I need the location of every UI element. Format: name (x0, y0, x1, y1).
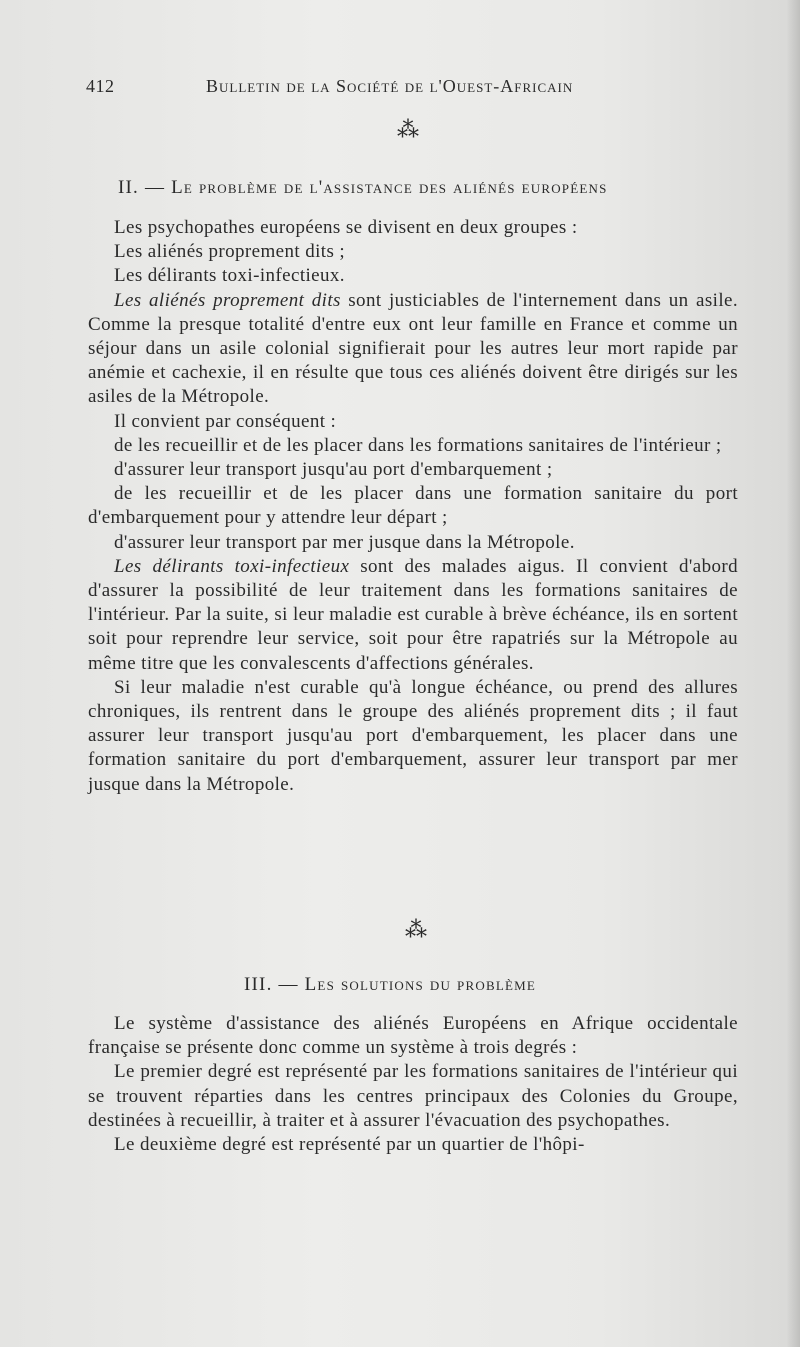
paragraph-text: sont des malades aigus. Il convient d'abord d'assurer la possibilité de leur traitement dans les formations sanitaires de l'intérieur. Par la suite, si leur maladie est curable à brève échéance, ils en sortent soit pour reprendre leur service, soit pour être rapatriés sur la Métropole au même titre que les convalescents d'affections générales. (88, 555, 738, 674)
paragraph: de les recueillir et de les placer dans une formation sanitaire du port d'embarquement pour y attendre leur départ ; (88, 483, 738, 529)
italic-term: Les aliénés proprement dits (114, 289, 341, 311)
page-edge-shadow (786, 0, 800, 1347)
paragraph-text: sont justiciables de l'internement dans un asile. Comme la presque totalité d'entre eux ont leur famille en France et comme un séjour dans un asile colonial signifierait pour les autres leur mort rapide par anémie et cachexie, il en résulte que tous ces aliénés doivent être dirigés sur les asiles de la Métropole. (88, 289, 738, 408)
section-body-2 (88, 216, 738, 797)
paragraph: Le deuxième degré est représenté par un quartier de l'hôpi- (114, 1134, 585, 1156)
paragraph: de les recueillir et de les placer dans les formations sanitaires de l'intérieur ; (114, 434, 722, 456)
section-title-2: II. — Le problème de l'assistance des aliénés européens (118, 177, 608, 198)
paragraph: Les aliénés proprement dits ; (114, 241, 346, 263)
paragraph: Les psychopathes européens se divisent en deux groupes : (114, 217, 578, 238)
paragraph: Il convient par conséquent : (114, 410, 337, 432)
section-ornament-1: ⁂ (397, 117, 419, 142)
paragraph (88, 555, 738, 676)
paragraph: d'assurer leur transport par mer jusque dans la Métropole. (114, 531, 575, 553)
paragraph: Si leur maladie n'est curable qu'à longue échéance, ou prend des allures chroniques, ils rentrent dans le groupe des aliénés proprement dits ; il faut assurer leur transport jusqu'au port d'embarquement, les placer dans une formation sanitaire du port d'embarquement, assurer leur transport par mer jusque dans la Métropole. (88, 676, 738, 795)
italic-term: Les délirants toxi-infectieux (114, 555, 350, 577)
section-ornament-2: ⁂ (405, 917, 427, 942)
paragraph (88, 289, 738, 410)
paragraph: Le système d'assistance des aliénés Européens en Afrique occidentale française se présente donc comme un système à trois degrés : (88, 1013, 738, 1059)
paragraph: Les délirants toxi-infectieux. (114, 265, 345, 287)
page-number: 412 (86, 76, 115, 96)
paragraph: d'assurer leur transport jusqu'au port d'embarquement ; (114, 459, 553, 481)
section-body-3 (88, 1012, 738, 1157)
section-title-3: III. — Les solutions du problème (244, 974, 536, 995)
paragraph: Le premier degré est représenté par les formations sanitaires de l'intérieur qui se trouvent réparties dans les centres principaux des Colonies du Groupe, destinées à recueillir, à traiter et à assurer l'évacuation des psychopathes. (88, 1061, 738, 1131)
running-title: Bulletin de la Société de l'Ouest-Africain (206, 76, 574, 96)
